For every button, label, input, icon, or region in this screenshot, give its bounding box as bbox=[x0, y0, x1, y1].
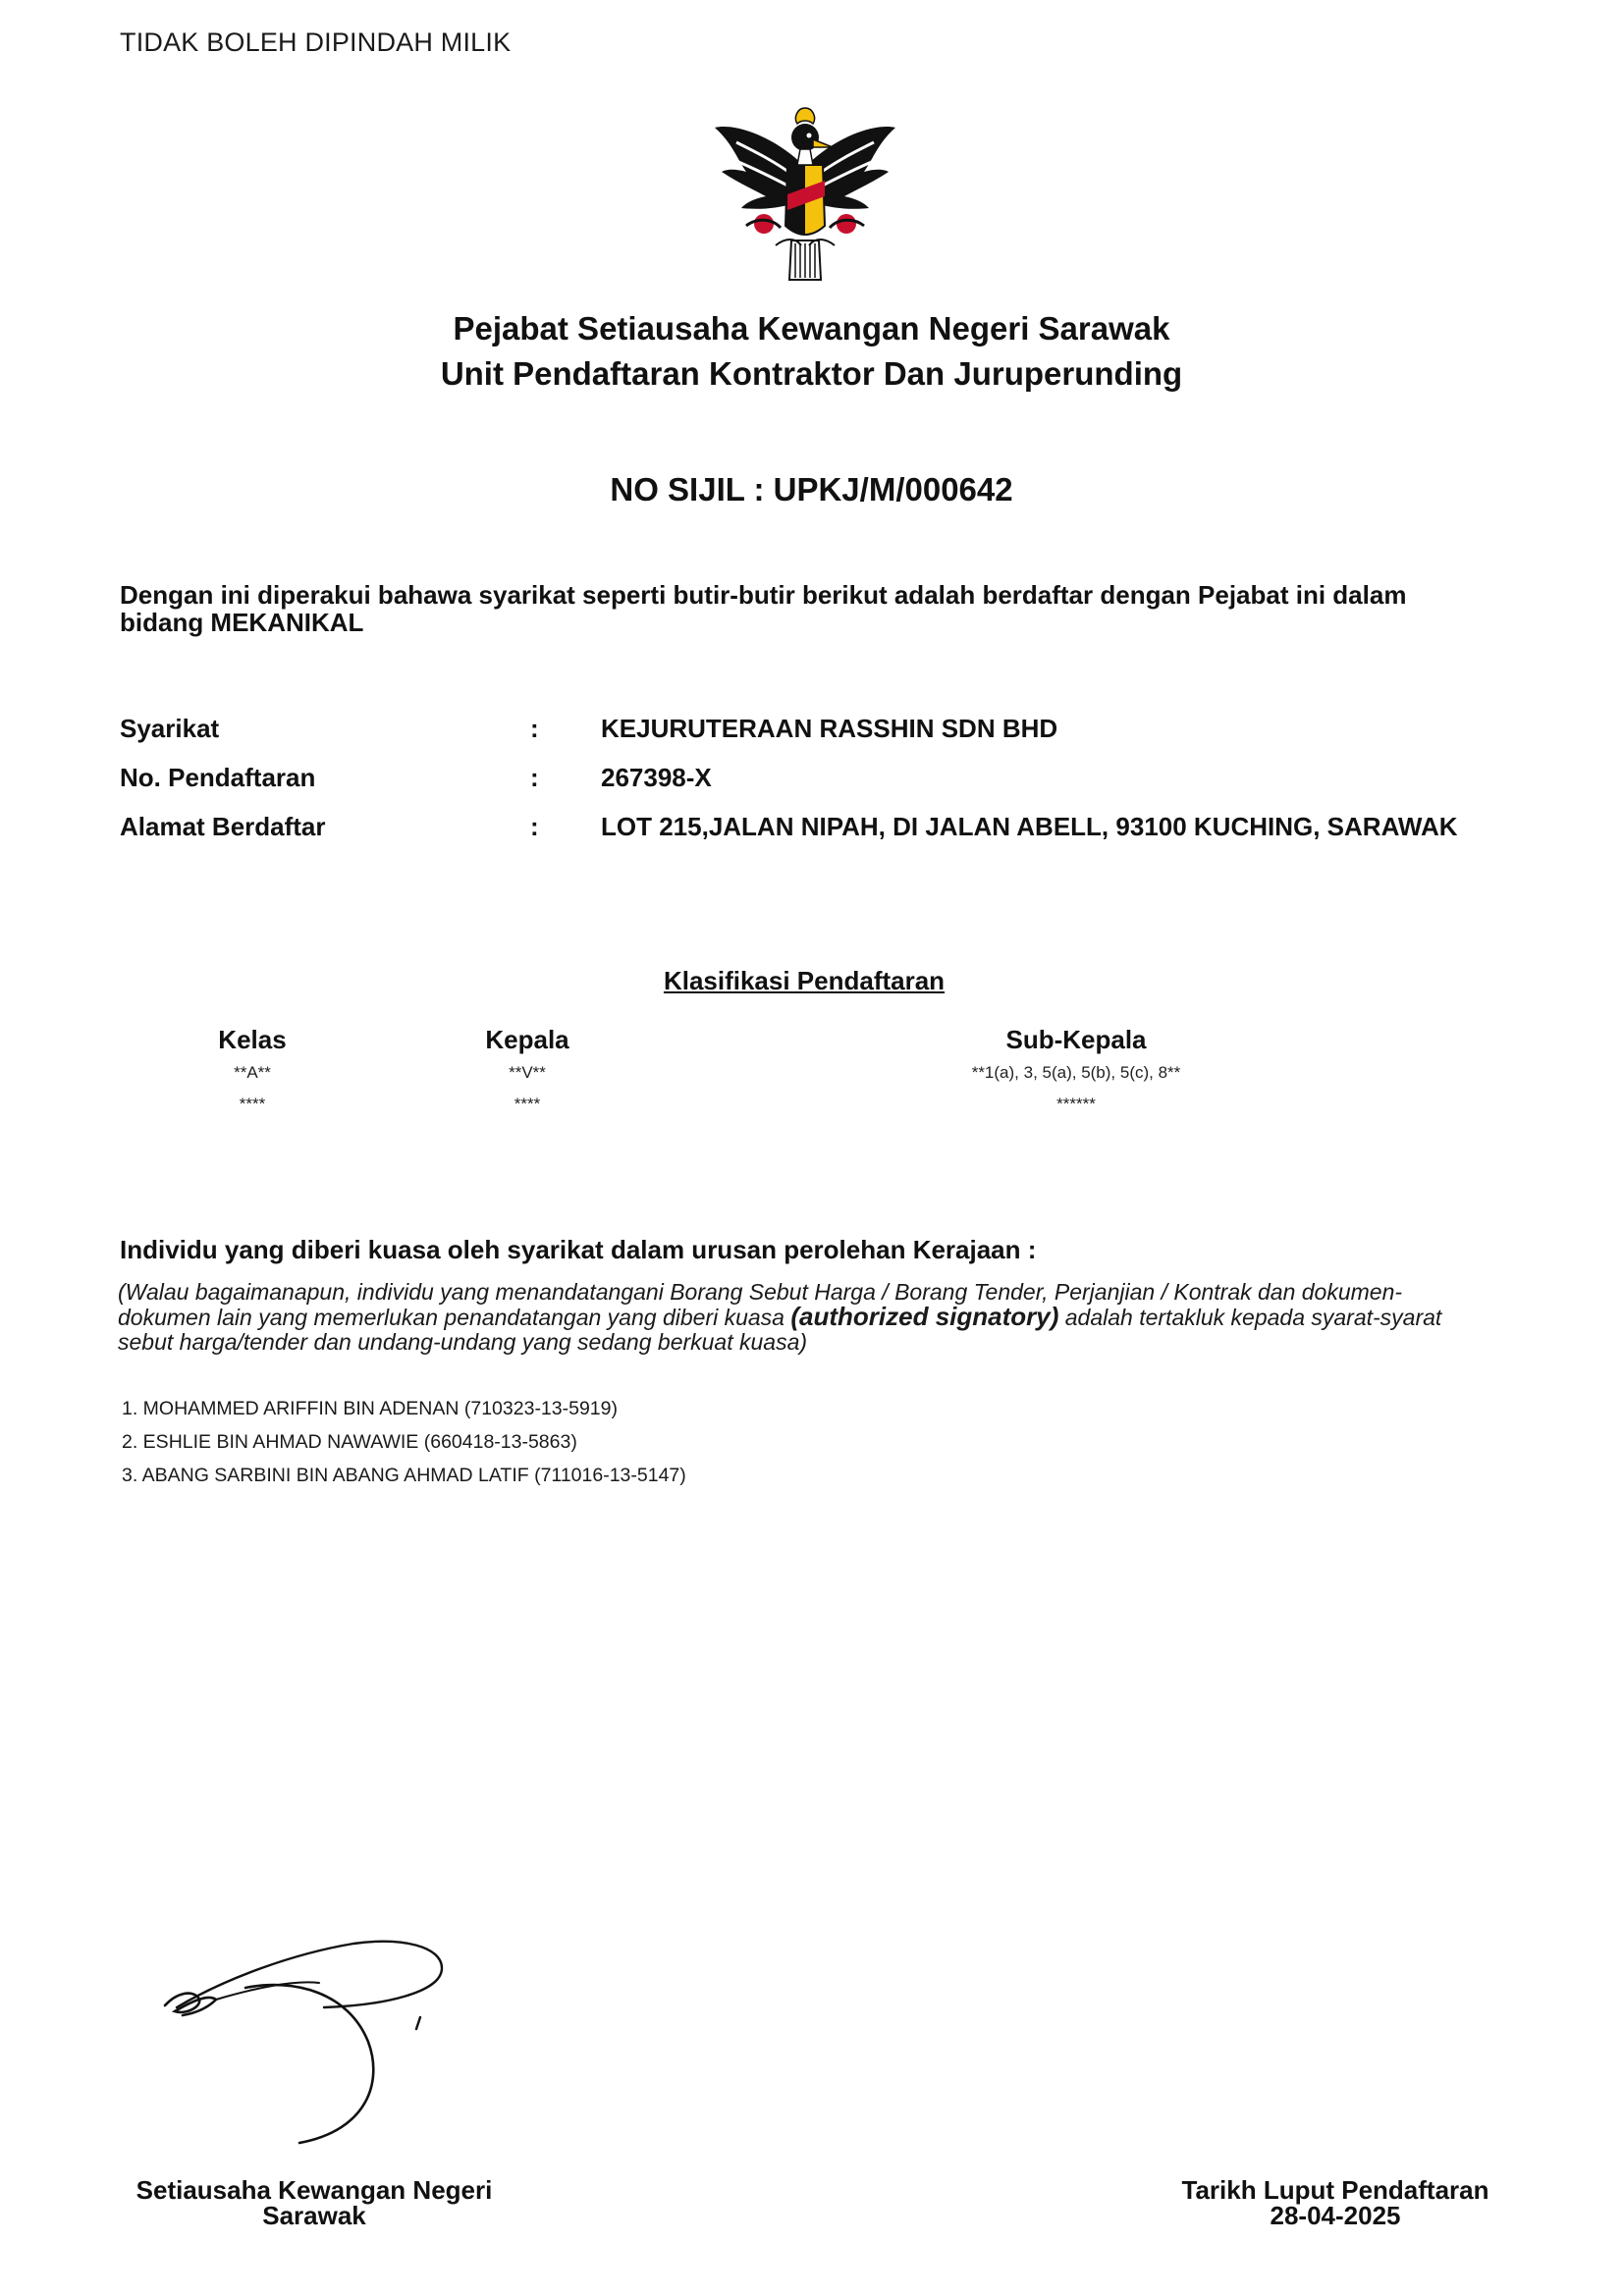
table-cell: **** bbox=[514, 1095, 541, 1113]
certification-statement: Dengan ini diperakui bahawa syarikat seperti butir-butir berikut adalah berdaftar dengan Pejabat ini dalam bidang MEKANIKAL bbox=[120, 580, 1407, 637]
table-cell: **V** bbox=[509, 1063, 546, 1082]
signatory-line-2: Sarawak bbox=[262, 2201, 366, 2230]
table-cell: **A** bbox=[234, 1063, 271, 1082]
registration-number-label: No. Pendaftaran bbox=[120, 763, 316, 792]
registered-address-label: Alamat Berdaftar bbox=[120, 812, 326, 841]
field-colon: : bbox=[530, 714, 539, 743]
certificate-number: NO SIJIL : UPKJ/M/000642 bbox=[610, 471, 1013, 507]
column-header-kelas: Kelas bbox=[218, 1025, 287, 1054]
table-cell: **1(a), 3, 5(a), 5(b), 5(c), 8** bbox=[971, 1063, 1181, 1082]
note-text: adalah tertakluk kepada syarat-syarat sebut harga/tender dan undang-undang yang sedang berkuat kuasa) bbox=[118, 1305, 1442, 1355]
registration-number-value: 267398-X bbox=[601, 763, 712, 792]
issuing-office bbox=[0, 306, 1623, 397]
column-header-kepala: Kepala bbox=[485, 1025, 569, 1054]
field-colon: : bbox=[530, 812, 539, 841]
expiry-date-value: 28-04-2025 bbox=[1270, 2201, 1401, 2230]
company-name-label: Syarikat bbox=[120, 714, 220, 743]
table-cell: **** bbox=[239, 1095, 266, 1113]
note-text: (Walau bagaimanapun, individu yang menandatangani Borang Sebut Harga / Borang Tender, Perjanjian / Kontrak dan dokumen-dokumen lain yang memerlukan penandatangan yang diberi kuasa bbox=[118, 1279, 1403, 1330]
expiry-date-block bbox=[1129, 2177, 1542, 2228]
classification-heading: Klasifikasi Pendaftaran bbox=[663, 966, 946, 995]
note-emphasis: (authorized signatory) bbox=[790, 1302, 1059, 1331]
list-item: 1. MOHAMMED ARIFFIN BIN ADENAN (710323-13-5919) bbox=[122, 1398, 618, 1419]
handwritten-signature bbox=[147, 1899, 560, 2194]
office-name: Pejabat Setiausaha Kewangan Negeri Sarawak bbox=[453, 310, 1170, 347]
non-transferable-notice: TIDAK BOLEH DIPINDAH MILIK bbox=[120, 27, 512, 57]
signatory-title bbox=[108, 2177, 520, 2228]
sarawak-coat-of-arms-icon bbox=[707, 98, 903, 294]
expiry-date-label: Tarikh Luput Pendaftaran bbox=[1181, 2175, 1489, 2205]
registered-address-value: LOT 215,JALAN NIPAH, DI JALAN ABELL, 93100 KUCHING, SARAWAK bbox=[601, 812, 1458, 841]
company-name-value: KEJURUTERAAN RASSHIN SDN BHD bbox=[601, 714, 1058, 743]
authorized-signatory-note bbox=[118, 1280, 1492, 1355]
table-cell: ****** bbox=[1056, 1095, 1096, 1113]
column-header-sub-kepala: Sub-Kepala bbox=[1005, 1025, 1147, 1054]
signatory-line-1: Setiausaha Kewangan Negeri bbox=[135, 2175, 493, 2205]
list-item: 2. ESHLIE BIN AHMAD NAWAWIE (660418-13-5863) bbox=[122, 1431, 577, 1453]
unit-name: Unit Pendaftaran Kontraktor Dan Juruperunding bbox=[440, 355, 1183, 392]
authorized-individuals-heading: Individu yang diberi kuasa oleh syarikat dalam urusan perolehan Kerajaan : bbox=[120, 1235, 1037, 1264]
list-item: 3. ABANG SARBINI BIN ABANG AHMAD LATIF (711016-13-5147) bbox=[122, 1465, 686, 1486]
field-colon: : bbox=[530, 763, 539, 792]
